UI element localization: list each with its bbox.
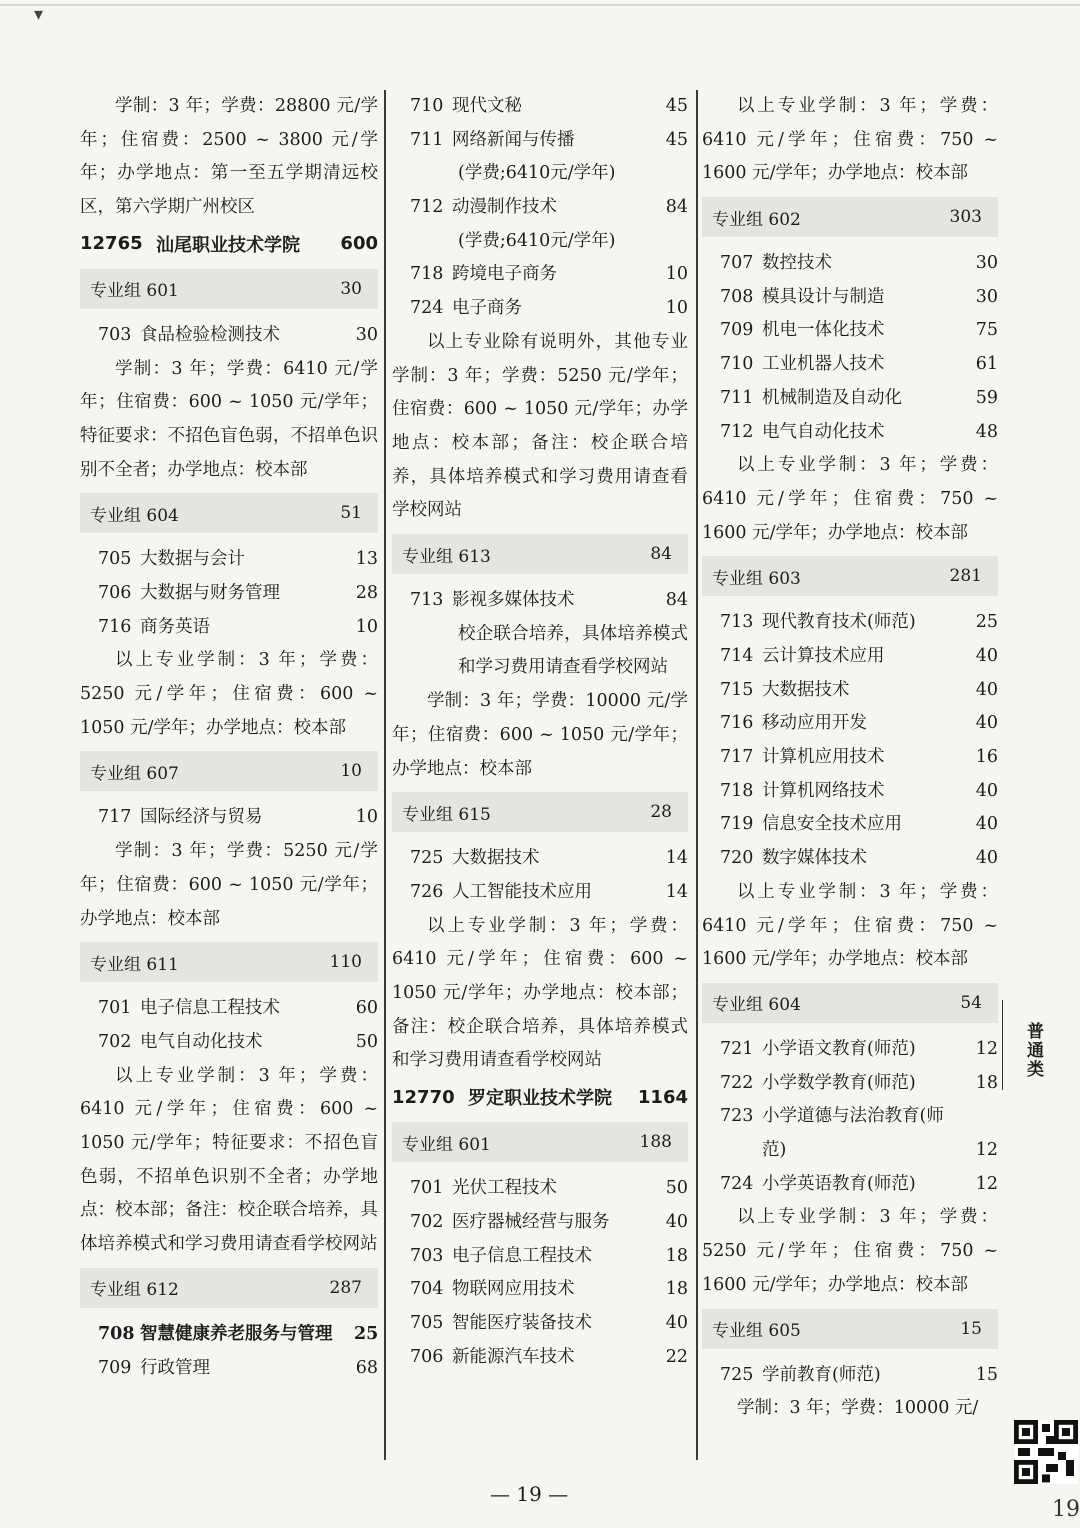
major-name: 模具设计与制造 xyxy=(762,286,885,307)
group-header xyxy=(80,269,378,309)
note: 学制：3 年；学费：28800 元/学年；住宿费：2500 ~ 3800 元/学年；办学地点：第一至五学期清远校区，第六学期广州校区 xyxy=(80,96,378,218)
school-code: 12770 xyxy=(392,1086,455,1108)
major-code: 715 xyxy=(720,679,754,700)
major-name: 影视多媒体技术 xyxy=(452,590,575,611)
group-count: 15 xyxy=(960,1318,982,1339)
column-3 xyxy=(702,90,998,1426)
major-row xyxy=(392,90,688,124)
major-row xyxy=(392,258,688,292)
major-name: 人工智能技术应用 xyxy=(452,881,592,902)
note: 以上专业学制：3 年；学费：6410 元/学年；住宿费：750 ~ 1600 元/学年；办学地点：校本部 xyxy=(702,455,998,543)
major-code: 724 xyxy=(720,1173,754,1194)
major-code: 706 xyxy=(410,1346,444,1367)
major-code: 708 xyxy=(98,1323,135,1344)
major-row xyxy=(702,416,998,450)
major-name: 小学语文教育(师范) xyxy=(762,1038,916,1059)
group-count: 30 xyxy=(340,278,362,299)
major-row xyxy=(80,611,378,645)
group-label: 专业组 605 xyxy=(712,1321,801,1342)
major-row xyxy=(702,382,998,416)
group-count: 54 xyxy=(960,992,982,1013)
major-count: 14 xyxy=(665,881,688,902)
note: 以上专业学制：3 年；学费：6410 元/学年；住宿费：750 ~ 1600 元/学年；办学地点：校本部 xyxy=(702,96,998,184)
major-code: 722 xyxy=(720,1072,754,1093)
major-row xyxy=(702,640,998,674)
school-count: 1164 xyxy=(637,1086,688,1108)
school-heading xyxy=(80,225,378,263)
major-name: 电气自动化技术 xyxy=(140,1031,263,1052)
major-name: 大数据与会计 xyxy=(140,549,245,570)
major-code: 714 xyxy=(720,646,754,667)
group-label: 专业组 604 xyxy=(712,995,801,1016)
major-count: 40 xyxy=(975,814,998,835)
major-row xyxy=(702,348,998,382)
major-code: 726 xyxy=(410,881,444,902)
corner-page-number: 19 xyxy=(1052,1497,1080,1522)
major-row xyxy=(80,801,378,835)
major-name: 智慧健康养老服务与管理 xyxy=(140,1323,333,1344)
group-header xyxy=(702,983,998,1023)
major-row xyxy=(702,808,998,842)
major-row xyxy=(702,775,998,809)
column-divider xyxy=(696,90,698,1460)
column-1 xyxy=(80,90,378,1385)
major-row xyxy=(392,191,688,225)
major-name: 学前教育(师范) xyxy=(762,1364,881,1385)
major-count: 40 xyxy=(975,780,998,801)
major-count: 40 xyxy=(665,1312,688,1333)
qr-code-icon xyxy=(1014,1420,1078,1484)
major-count: 25 xyxy=(354,1323,379,1344)
major-row xyxy=(702,314,998,348)
major-count: 40 xyxy=(665,1211,688,1232)
group-header xyxy=(392,792,688,832)
major-count: 30 xyxy=(355,324,378,345)
major-count: 10 xyxy=(665,298,688,319)
major-row xyxy=(392,1240,688,1274)
major-count: 48 xyxy=(975,421,998,442)
major-count: 12 xyxy=(975,1140,998,1161)
major-count: 18 xyxy=(665,1245,688,1266)
major-code: 717 xyxy=(98,807,132,828)
major-code: 712 xyxy=(410,197,444,218)
major-row xyxy=(392,1341,688,1375)
major-name: 食品检验检测技术 xyxy=(140,324,280,345)
major-name: 云计算技术应用 xyxy=(762,646,885,667)
major-name: 电气自动化技术 xyxy=(762,421,885,442)
major-name: 数字媒体技术 xyxy=(762,848,867,869)
major-name: 现代文秘 xyxy=(452,96,522,116)
group-count: 84 xyxy=(650,544,672,565)
note: 以上专业学制：3 年；学费：5250 元/学年；住宿费：600 ~ 1050 元/学年；办学地点：校本部 xyxy=(80,650,378,738)
major-count: 10 xyxy=(355,807,378,828)
major-count: 16 xyxy=(975,747,998,768)
major-row xyxy=(392,1206,688,1240)
major-row xyxy=(392,842,688,876)
column-2 xyxy=(392,90,688,1374)
group-header xyxy=(80,942,378,982)
note: 学制：3 年；学费：10000 元/学年；住宿费：600 ~ 1050 元/学年；办学地点：校本部 xyxy=(392,691,688,779)
major-count: 12 xyxy=(975,1038,998,1059)
major-count: 45 xyxy=(665,129,688,150)
major-count: 30 xyxy=(975,286,998,307)
major-code: 725 xyxy=(720,1364,754,1385)
major-code: 721 xyxy=(720,1038,754,1059)
major-count: 59 xyxy=(975,387,998,408)
major-name: 小学道德与法治教育(师范) xyxy=(762,1106,944,1161)
group-count: 110 xyxy=(329,952,362,973)
school-heading xyxy=(392,1078,688,1116)
major-row xyxy=(702,674,998,708)
major-count: 12 xyxy=(975,1173,998,1194)
major-code: 702 xyxy=(98,1031,132,1052)
major-code: 701 xyxy=(98,998,132,1019)
major-name: 智能医疗装备技术 xyxy=(452,1312,592,1333)
major-row xyxy=(80,1352,378,1386)
major-code: 711 xyxy=(720,387,754,408)
major-code: 703 xyxy=(98,324,132,345)
major-code: 703 xyxy=(410,1245,444,1266)
major-code: 709 xyxy=(98,1357,132,1378)
major-code: 701 xyxy=(410,1178,444,1199)
group-count: 28 xyxy=(650,802,672,823)
group-label: 专业组 601 xyxy=(402,1134,491,1155)
major-row xyxy=(702,741,998,775)
major-row xyxy=(80,543,378,577)
group-label: 专业组 603 xyxy=(712,568,801,589)
major-code: 713 xyxy=(720,612,754,633)
section-tab: 普通类 xyxy=(1023,1022,1043,1079)
major-name: 电子信息工程技术 xyxy=(140,998,280,1019)
major-row xyxy=(702,1100,998,1167)
corner-mark: ▾ xyxy=(34,4,44,25)
major-name: 计算机应用技术 xyxy=(762,747,885,768)
major-count: 15 xyxy=(975,1364,998,1385)
note: 以上专业学制：3 年；学费：5250 元/学年；住宿费：750 ~ 1600 元/学年；办学地点：校本部 xyxy=(702,1207,998,1295)
group-count: 10 xyxy=(340,761,362,782)
group-label: 专业组 607 xyxy=(90,763,179,784)
major-count: 22 xyxy=(665,1346,688,1367)
major-row xyxy=(702,247,998,281)
major-row xyxy=(392,292,688,326)
major-count: 50 xyxy=(665,1178,688,1199)
major-name: 现代教育技术(师范) xyxy=(762,612,916,633)
note: 以上专业学制：3 年；学费：6410 元/学年；住宿费：600 ~ 1050 元/学年；特征要求：不招色盲色弱，不招单色识别不全者；办学地点：校本部；备注：校企联合培养，具体培养模式和学习费用请查看学校网站 xyxy=(80,1065,378,1255)
major-name: 医疗器械经营与服务 xyxy=(452,1211,610,1232)
major-code: 725 xyxy=(410,848,444,869)
top-rule xyxy=(0,4,1080,6)
major-subnote: 校企联合培养，具体培养模式和学习费用请查看学校网站 xyxy=(458,623,688,678)
major-row xyxy=(392,1172,688,1206)
side-divider xyxy=(1002,1000,1003,1090)
major-name: 机电一体化技术 xyxy=(762,320,885,341)
major-code: 704 xyxy=(410,1279,444,1300)
group-count: 281 xyxy=(949,566,982,587)
major-name: 大数据技术 xyxy=(762,679,850,700)
group-label: 专业组 601 xyxy=(90,281,179,302)
major-count: 10 xyxy=(665,264,688,285)
major-name: 物联网应用技术 xyxy=(452,1279,575,1300)
major-row xyxy=(702,707,998,741)
major-name: 数控技术 xyxy=(762,253,832,274)
group-header xyxy=(702,1309,998,1349)
major-row xyxy=(80,1026,378,1060)
school-name: 罗定职业技术学院 xyxy=(468,1088,612,1110)
major-code: 710 xyxy=(720,354,754,375)
major-count: 84 xyxy=(665,197,688,218)
group-header xyxy=(392,1122,688,1162)
major-code: 706 xyxy=(98,583,132,603)
major-name: 大数据技术 xyxy=(452,848,540,869)
major-name: 大数据与财务管理 xyxy=(140,583,280,603)
major-code: 717 xyxy=(720,747,754,768)
major-row xyxy=(80,319,378,353)
major-row xyxy=(702,1033,998,1067)
group-label: 专业组 615 xyxy=(402,804,491,825)
major-count: 60 xyxy=(355,998,378,1019)
major-code: 708 xyxy=(720,286,754,307)
major-name: 移动应用开发 xyxy=(762,713,867,734)
school-name: 汕尾职业技术学院 xyxy=(156,234,300,256)
page-number: — 19 — xyxy=(490,1482,569,1506)
major-code: 710 xyxy=(410,96,444,116)
major-code: 712 xyxy=(720,421,754,442)
major-row xyxy=(702,1359,998,1393)
group-count: 188 xyxy=(639,1132,672,1153)
major-name: 网络新闻与传播 xyxy=(452,129,575,150)
major-name: 小学数学教育(师范) xyxy=(762,1072,916,1093)
major-count: 28 xyxy=(355,583,378,603)
major-count: 40 xyxy=(975,679,998,700)
major-code: 718 xyxy=(410,264,444,285)
school-code: 12765 xyxy=(80,233,143,255)
major-code: 713 xyxy=(410,590,444,611)
note: 学制：3 年；学费：6410 元/学年；住宿费：600 ~ 1050 元/学年；特征要求：不招色盲色弱，不招单色识别不全者；办学地点：校本部 xyxy=(80,358,378,480)
major-name: 电子商务 xyxy=(452,298,522,319)
group-label: 专业组 613 xyxy=(402,546,491,567)
group-header xyxy=(702,197,998,237)
major-code: 720 xyxy=(720,848,754,869)
major-name: 计算机网络技术 xyxy=(762,780,885,801)
major-code: 705 xyxy=(98,549,132,570)
major-row xyxy=(392,1273,688,1307)
major-count: 18 xyxy=(665,1279,688,1300)
major-count: 50 xyxy=(355,1031,378,1052)
group-count: 287 xyxy=(329,1277,362,1298)
major-code: 724 xyxy=(410,298,444,319)
note: 学制：3 年；学费：10000 元/ xyxy=(737,1398,979,1419)
major-name: 工业机器人技术 xyxy=(762,354,885,375)
major-row xyxy=(80,577,378,611)
group-label: 专业组 612 xyxy=(90,1280,179,1301)
major-code: 705 xyxy=(410,1312,444,1333)
major-row xyxy=(702,1168,998,1202)
major-row xyxy=(392,1307,688,1341)
major-name: 光伏工程技术 xyxy=(452,1178,557,1199)
major-row xyxy=(392,124,688,158)
major-count: 14 xyxy=(665,848,688,869)
group-header xyxy=(392,534,688,574)
major-count: 18 xyxy=(975,1072,998,1093)
major-code: 709 xyxy=(720,320,754,341)
major-subnote: (学费;6410元/学年) xyxy=(458,230,616,251)
major-code: 711 xyxy=(410,129,444,150)
major-subnote: (学费;6410元/学年) xyxy=(458,163,616,184)
major-count: 40 xyxy=(975,848,998,869)
major-name: 新能源汽车技术 xyxy=(452,1346,575,1367)
group-label: 专业组 611 xyxy=(90,954,179,975)
major-code: 702 xyxy=(410,1211,444,1232)
major-name: 电子信息工程技术 xyxy=(452,1245,592,1266)
major-name: 国际经济与贸易 xyxy=(140,807,263,828)
group-label: 专业组 602 xyxy=(712,209,801,230)
major-name: 机械制造及自动化 xyxy=(762,387,902,408)
group-header xyxy=(702,556,998,596)
major-count: 13 xyxy=(355,549,378,570)
major-code: 707 xyxy=(720,253,754,274)
major-count: 75 xyxy=(975,320,998,341)
major-count: 61 xyxy=(975,354,998,375)
major-row xyxy=(80,1318,378,1352)
major-row xyxy=(702,842,998,876)
note: 以上专业学制：3 年；学费：6410 元/学年；住宿费：750 ~ 1600 元/学年；办学地点：校本部 xyxy=(702,881,998,970)
major-code: 716 xyxy=(720,713,754,734)
major-name: 小学英语教育(师范) xyxy=(762,1173,916,1194)
major-row xyxy=(392,876,688,910)
major-code: 718 xyxy=(720,780,754,801)
school-count: 600 xyxy=(340,233,378,255)
major-count: 25 xyxy=(975,612,998,633)
major-count: 40 xyxy=(975,646,998,667)
column-divider xyxy=(384,90,386,1460)
major-count: 30 xyxy=(975,253,998,274)
major-name: 动漫制作技术 xyxy=(452,197,557,218)
major-name: 信息安全技术应用 xyxy=(762,814,902,835)
group-count: 51 xyxy=(340,503,362,524)
group-header xyxy=(80,1268,378,1308)
major-row xyxy=(392,584,688,618)
group-header xyxy=(80,751,378,791)
major-count: 84 xyxy=(665,590,688,611)
major-code: 716 xyxy=(98,616,132,637)
major-row xyxy=(80,992,378,1026)
major-name: 行政管理 xyxy=(140,1357,210,1378)
major-name: 商务英语 xyxy=(140,616,210,637)
major-name: 跨境电子商务 xyxy=(452,264,557,285)
group-count: 303 xyxy=(949,207,982,228)
note: 学制：3 年；学费：5250 元/学年；住宿费：600 ~ 1050 元/学年；办学地点：校本部 xyxy=(80,841,378,929)
note: 以上专业除有说明外，其他专业学制：3 年；学费：5250 元/学年；住宿费：600 ~ 1050 元/学年；办学地点：校本部；备注：校企联合培养，具体培养模式和学习费用请查看学校网站 xyxy=(392,331,688,521)
major-count: 68 xyxy=(355,1357,378,1378)
major-code: 723 xyxy=(720,1106,754,1127)
note: 以上专业学制：3 年；学费：6410 元/学年；住宿费：600 ~ 1050 元/学年；办学地点：校本部；备注：校企联合培养，具体培养模式和学习费用请查看学校网站 xyxy=(392,915,688,1071)
major-count: 40 xyxy=(975,713,998,734)
group-header xyxy=(80,493,378,533)
group-label: 专业组 604 xyxy=(90,505,179,526)
major-row xyxy=(702,281,998,315)
major-row xyxy=(702,606,998,640)
major-count: 45 xyxy=(665,96,688,116)
major-code: 719 xyxy=(720,814,754,835)
major-count: 10 xyxy=(355,616,378,637)
major-row xyxy=(702,1067,998,1101)
